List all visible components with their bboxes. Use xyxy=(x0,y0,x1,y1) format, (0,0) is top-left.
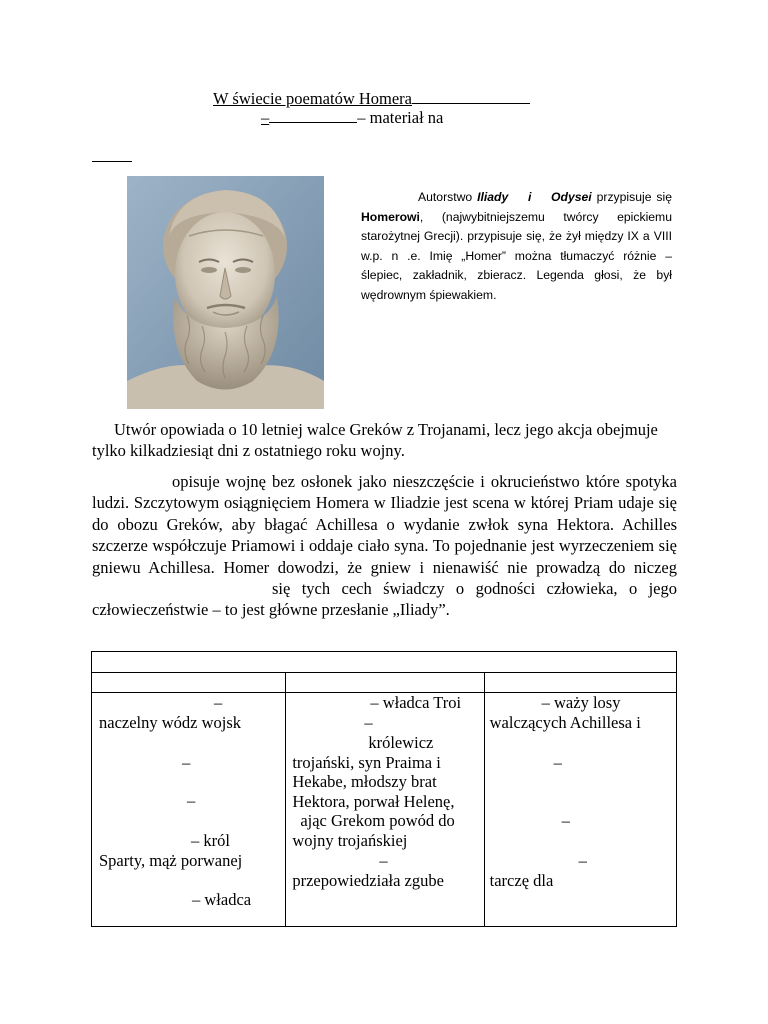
table-subheader-row xyxy=(92,673,677,693)
cell-line: – xyxy=(364,713,373,732)
paragraph-plot-text: Utwór opowiada o 10 letniej walce Greków z Trojanami, lecz jego akcja obejmuje tylko kilkadziesiąt dni z ostatniego roku wojny. xyxy=(92,420,658,460)
characters-table xyxy=(91,651,677,927)
cell-line: – król xyxy=(191,831,230,850)
homer-bust-image xyxy=(127,176,324,409)
subtitle-dash: – xyxy=(261,108,270,127)
title-blank-underline xyxy=(412,86,530,104)
cell-line: – xyxy=(578,851,587,870)
cell-line: królewicz xyxy=(368,733,434,752)
subtitle-blank-underline xyxy=(269,106,357,123)
odyssey-title: Odysei xyxy=(551,190,592,204)
cell-line: – władca xyxy=(192,890,252,909)
author-text-mid: przypisuje się xyxy=(591,190,672,204)
cell-line: przepowiedziała zgube xyxy=(292,871,444,890)
cell-line: Hektora, porwał Helenę, xyxy=(292,792,455,811)
conjunction-i: i xyxy=(527,190,532,204)
cell-line: – xyxy=(379,851,388,870)
paragraph-message-part1: opisuje wojnę bez osłonek jako nieszczęście i okrucieństwo które spotyka ludzi. Szczytowym osiągnięciem Homera w Iliadzie jest scena w której Priam udaje się do obozu Greków, aby błagać Achillesa o wydanie zwłok syna Hektora. Achilles szczerze współczuje Priamowi i oddaje ciało syna. To pojednanie jest wyrzeczeniem się gniewu Achillesa. Homer dowodzi, że gniew i nienawiść nie prowadzą do niczeg xyxy=(92,472,677,577)
cell-line: naczelny wódz wojsk xyxy=(99,713,242,732)
cell-line: Sparty, mąż porwanej xyxy=(99,851,243,870)
cell-line: – władca Troi xyxy=(370,693,462,712)
paragraph-message-part2: się tych cech świadczy o godności człowieka, o jego człowieczeństwie – to jest główne przesłanie „Iliady”. xyxy=(92,579,677,620)
cell-line: – waży losy xyxy=(541,693,621,712)
paragraph-message xyxy=(92,471,677,621)
table-header-cell xyxy=(92,673,286,693)
iliad-title: Iliady xyxy=(477,190,509,204)
cell-line: – xyxy=(182,753,191,772)
cell-line: Hekabe, młodszy brat xyxy=(292,772,437,791)
homer-name: Homerowi xyxy=(361,209,420,224)
table-cell-trojans xyxy=(286,693,484,927)
table-header-cell xyxy=(286,673,484,693)
header-subtitle-line xyxy=(261,106,443,128)
cell-line: – xyxy=(561,811,570,830)
cell-line: – xyxy=(187,791,196,810)
subtitle-text: – materiał na xyxy=(357,108,444,127)
cell-line: tarczę dla xyxy=(489,871,554,890)
cell-line: walczących Achillesa i xyxy=(489,713,641,732)
document-title: W świecie poematów Homera xyxy=(213,89,412,108)
homer-bust-photo-icon xyxy=(127,176,324,409)
cell-line: trojański, syn Praima i xyxy=(292,753,441,772)
cell-line: – xyxy=(214,693,223,712)
paragraph-plot xyxy=(92,420,677,461)
table-row xyxy=(92,693,677,927)
cell-line: wojny trojańskiej xyxy=(292,831,408,850)
author-info-box xyxy=(361,188,672,306)
table-cell-gods xyxy=(484,693,676,927)
table-cell-greeks xyxy=(92,693,286,927)
short-underline xyxy=(92,161,132,162)
cell-line: – xyxy=(553,753,562,772)
table-header-row xyxy=(92,652,677,673)
author-text-start: Autorstwo xyxy=(418,190,478,204)
cell-line: ając Grekom powód do xyxy=(300,811,455,830)
author-text-rest: , (najwybitniejszemu twórcy epickiemu starożytnej Grecji). przypisuje się, że żył między IX a VIII w.p. n .e. Imię „Homer” można tłumaczyć różnie – ślepiec, zakładnik, zbieracz. Legenda głosi, że był wędrownym śpiewakiem. xyxy=(361,209,672,302)
table-header-cell xyxy=(484,673,676,693)
